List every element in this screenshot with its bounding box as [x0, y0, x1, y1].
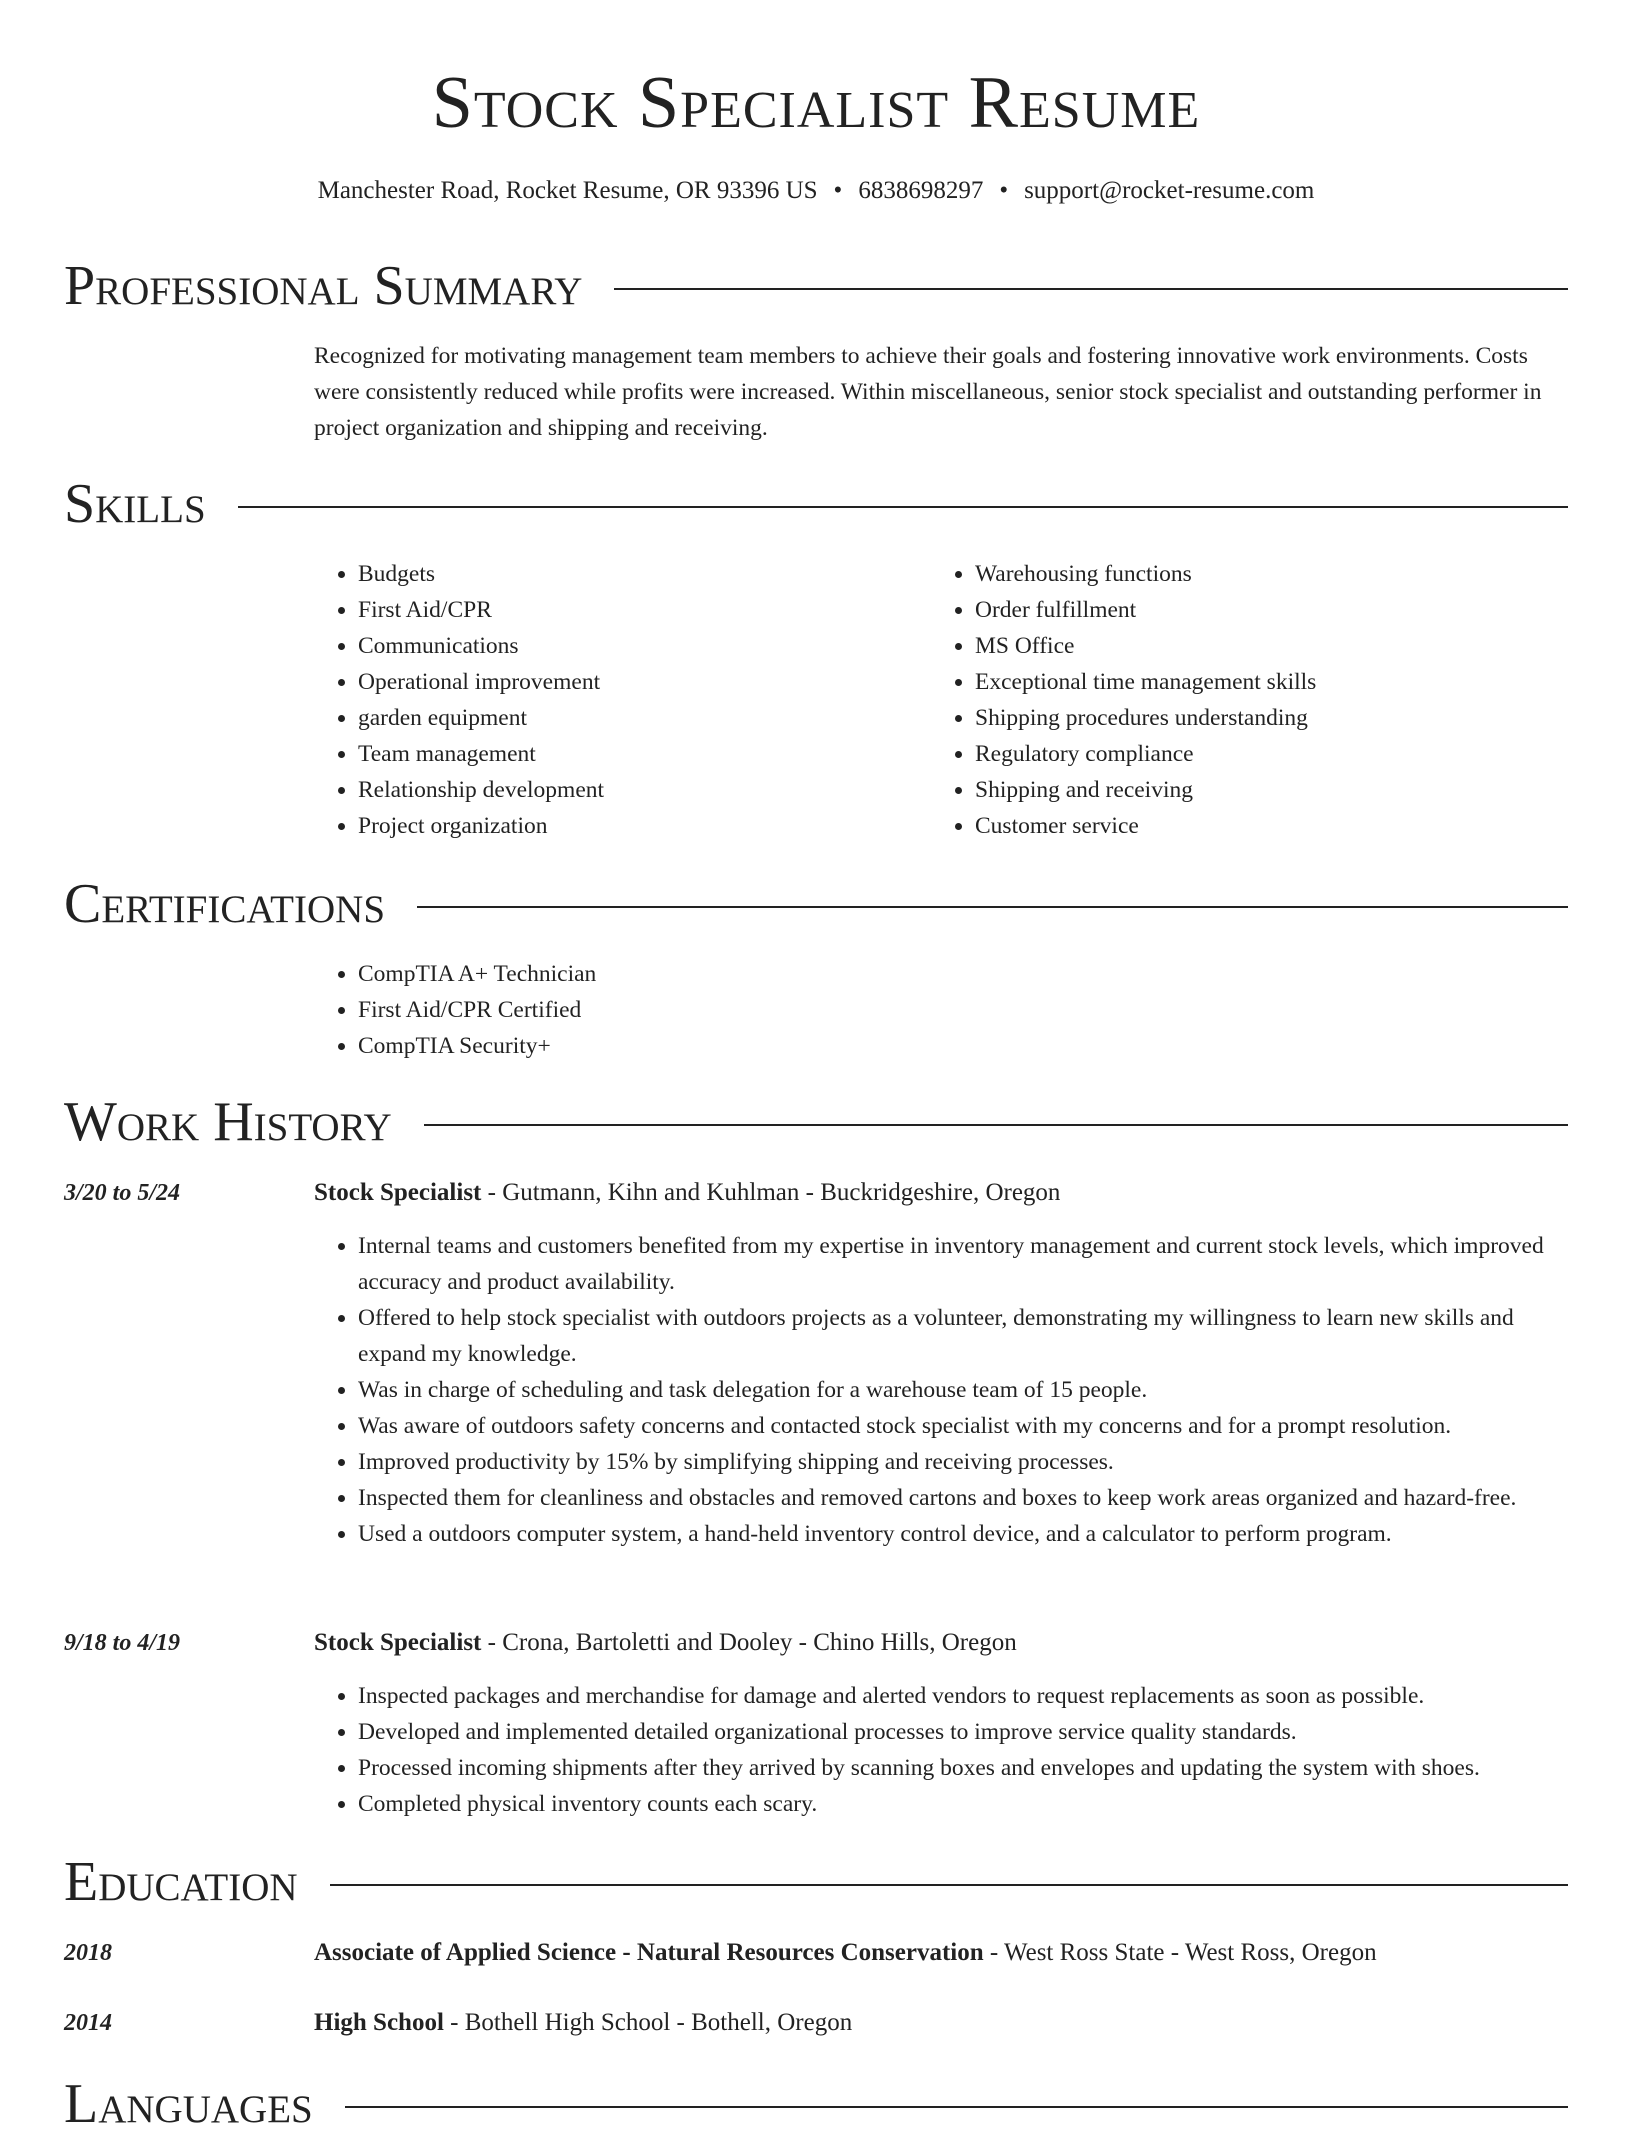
resume-title: Stock Specialist Resume [431, 62, 1201, 144]
job-bullets [314, 1228, 1564, 1552]
summary-text: Recognized for motivating management team members to achieve their goals and fostering innovative work environments. Costs were consistently reduced while profits were increased. Within miscellaneous, senior stock specialist and outstanding performer in project organization and shipping and receiving. [314, 343, 1542, 441]
skills-section-header [64, 472, 1568, 536]
work-heading: Work History [64, 1091, 392, 1153]
languages-heading: Languages [64, 2073, 313, 2135]
skill-item: • Project organization [358, 808, 914, 844]
section-divider [614, 288, 1568, 290]
job-bullet: • Improved productivity by 15% by simplifying shipping and receiving processes. [358, 1444, 1564, 1480]
skill-item: • First Aid/CPR [358, 592, 914, 628]
skill-item: • Shipping procedures understanding [975, 700, 1551, 736]
education-school: - Bothell High School - Bothell, Oregon [443, 2009, 853, 2036]
certifications-list-wrap [314, 956, 1114, 1064]
skill-item: • Order fulfillment [975, 592, 1551, 628]
job-heading [314, 1625, 1574, 1661]
job-heading [314, 1175, 1574, 1211]
skills-heading: Skills [64, 473, 206, 535]
skill-item: • Regulatory compliance [975, 736, 1551, 772]
job-bullets [314, 1678, 1564, 1822]
education-degree: Associate of Applied Science - Natural Resources Conservation [314, 1939, 984, 1966]
education-year: 2014 [64, 2010, 112, 2036]
education-entry [314, 1935, 1574, 1971]
education-degree: High School [314, 2009, 444, 2036]
certifications-section-header [64, 872, 1568, 936]
job-bullet: • Offered to help stock specialist with outdoors projects as a volunteer, demonstrating my willingness to learn new skills and expand my knowledge. [358, 1300, 1564, 1372]
skill-item: • Shipping and receiving [975, 772, 1551, 808]
skill-item: • Operational improvement [358, 664, 914, 700]
skill-item: • garden equipment [358, 700, 914, 736]
languages-section-header [64, 2072, 1568, 2136]
job-title: Stock Specialist [314, 1179, 482, 1206]
job-bullet: • Processed incoming shipments after they arrived by scanning boxes and envelopes and updating the system with shoes. [358, 1750, 1564, 1786]
section-divider [238, 506, 1568, 508]
certification-item: • CompTIA A+ Technician [358, 956, 1114, 992]
skill-item: • Relationship development [358, 772, 914, 808]
contact-separator: • [999, 177, 1009, 204]
contact-email: support@rocket-resume.com [1024, 177, 1315, 204]
certification-item: • CompTIA Security+ [358, 1028, 1114, 1064]
job-date: 3/20 to 5/24 [64, 1180, 181, 1206]
section-divider [345, 2106, 1568, 2108]
job-bullet: • Was aware of outdoors safety concerns and contacted stock specialist with my concerns and for a prompt resolution. [358, 1408, 1564, 1444]
section-divider [424, 1124, 1568, 1126]
job-date: 9/18 to 4/19 [64, 1630, 181, 1656]
job-bullet: • Was in charge of scheduling and task delegation for a warehouse team of 15 people. [358, 1372, 1564, 1408]
contact-phone: 6838698297 [858, 177, 984, 204]
section-divider [417, 906, 1568, 908]
education-year: 2018 [64, 1940, 112, 1966]
education-entry [314, 2005, 1574, 2041]
skill-item: • Customer service [975, 808, 1551, 844]
job-employer: - Gutmann, Kihn and Kuhlman - Buckridgeshire, Oregon [481, 1179, 1061, 1206]
job-bullet: • Completed physical inventory counts each scary. [358, 1786, 1564, 1822]
job-bullet: • Inspected packages and merchandise for damage and alerted vendors to request replacements as soon as possible. [358, 1678, 1564, 1714]
contact-address: Manchester Road, Rocket Resume, OR 93396 US [317, 177, 818, 204]
summary-section-header [64, 254, 1568, 318]
job-employer: - Crona, Bartoletti and Dooley - Chino Hills, Oregon [481, 1629, 1017, 1656]
skill-item: • Team management [358, 736, 914, 772]
education-section-header [64, 1850, 1568, 1914]
work-section-header [64, 1090, 1568, 1154]
job-bullet: • Used a outdoors computer system, a hand-held inventory control device, and a calculator to perform program. [358, 1516, 1564, 1552]
skills-column-left [314, 556, 914, 844]
education-heading: Education [64, 1851, 298, 1913]
skills-column-right [931, 556, 1551, 844]
skill-item: • Exceptional time management skills [975, 664, 1551, 700]
contact-separator: • [833, 177, 843, 204]
certification-item: • First Aid/CPR Certified [358, 992, 1114, 1028]
skill-item: • Warehousing functions [975, 556, 1551, 592]
job-title: Stock Specialist [314, 1629, 482, 1656]
job-bullet: • Internal teams and customers benefited from my expertise in inventory management and current stock levels, which improved accuracy and product availability. [358, 1228, 1564, 1300]
skill-item: • Communications [358, 628, 914, 664]
contact-line [0, 174, 1632, 208]
section-divider [330, 1884, 1568, 1886]
job-bullet: • Developed and implemented detailed organizational processes to improve service quality standards. [358, 1714, 1564, 1750]
job-bullet: • Inspected them for cleanliness and obstacles and removed cartons and boxes to keep work areas organized and hazard-free. [358, 1480, 1564, 1516]
education-school: - West Ross State - West Ross, Oregon [983, 1939, 1377, 1966]
certifications-heading: Certifications [64, 873, 386, 935]
skill-item: • MS Office [975, 628, 1551, 664]
skill-item: • Budgets [358, 556, 914, 592]
summary-heading: Professional Summary [64, 255, 583, 317]
